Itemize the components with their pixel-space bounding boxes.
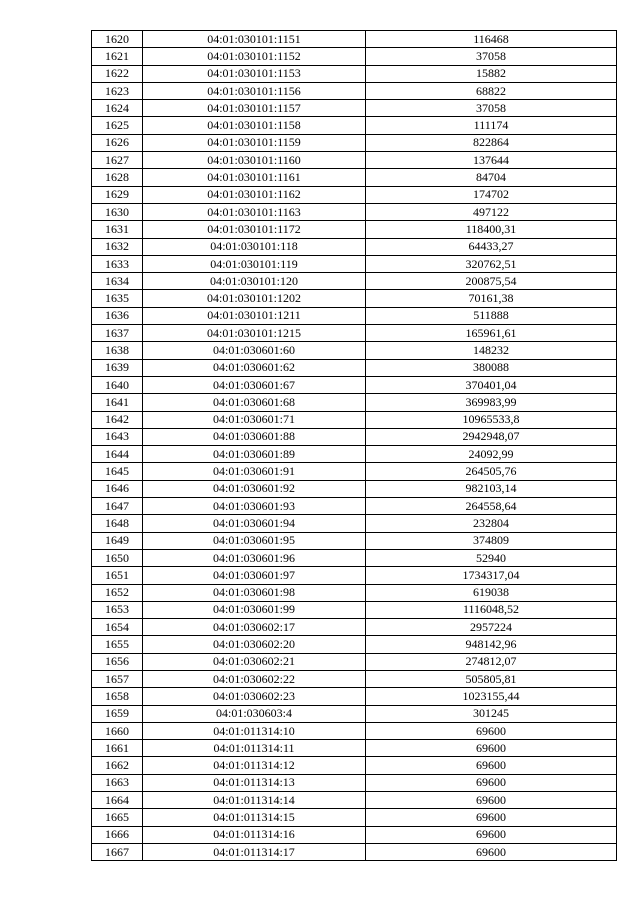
cadastral-number-cell: 04:01:030601:71 bbox=[143, 411, 366, 428]
cadastral-number-cell: 04:01:030601:95 bbox=[143, 532, 366, 549]
row-number-cell: 1662 bbox=[92, 757, 143, 774]
row-number-cell: 1628 bbox=[92, 169, 143, 186]
table-row bbox=[92, 394, 617, 411]
value-cell: 374809 bbox=[366, 532, 617, 549]
cadastral-number-cell: 04:01:030101:1151 bbox=[143, 31, 366, 48]
value-cell: 52940 bbox=[366, 549, 617, 566]
value-cell: 68822 bbox=[366, 82, 617, 99]
row-number-cell: 1620 bbox=[92, 31, 143, 48]
cadastral-number-cell: 04:01:030601:92 bbox=[143, 480, 366, 497]
value-cell: 2957224 bbox=[366, 619, 617, 636]
row-number-cell: 1663 bbox=[92, 774, 143, 791]
value-cell: 37058 bbox=[366, 48, 617, 65]
row-number-cell: 1637 bbox=[92, 325, 143, 342]
value-cell: 301245 bbox=[366, 705, 617, 722]
table-row bbox=[92, 169, 617, 186]
cadastral-number-cell: 04:01:030101:119 bbox=[143, 255, 366, 272]
row-number-cell: 1664 bbox=[92, 792, 143, 809]
row-number-cell: 1648 bbox=[92, 515, 143, 532]
cadastral-number-cell: 04:01:011314:16 bbox=[143, 826, 366, 843]
value-cell: 69600 bbox=[366, 826, 617, 843]
value-cell: 948142,96 bbox=[366, 636, 617, 653]
row-number-cell: 1635 bbox=[92, 290, 143, 307]
table-row bbox=[92, 498, 617, 515]
row-number-cell: 1633 bbox=[92, 255, 143, 272]
row-number-cell: 1636 bbox=[92, 307, 143, 324]
row-number-cell: 1659 bbox=[92, 705, 143, 722]
value-cell: 982103,14 bbox=[366, 480, 617, 497]
cadastral-number-cell: 04:01:030601:67 bbox=[143, 376, 366, 393]
cadastral-number-cell: 04:01:030101:1162 bbox=[143, 186, 366, 203]
table-row bbox=[92, 809, 617, 826]
value-cell: 511888 bbox=[366, 307, 617, 324]
value-cell: 165961,61 bbox=[366, 325, 617, 342]
table-row bbox=[92, 31, 617, 48]
table-row bbox=[92, 359, 617, 376]
cadastral-number-cell: 04:01:030101:1160 bbox=[143, 152, 366, 169]
row-number-cell: 1649 bbox=[92, 532, 143, 549]
row-number-cell: 1625 bbox=[92, 117, 143, 134]
table-row bbox=[92, 376, 617, 393]
cadastral-number-cell: 04:01:030601:88 bbox=[143, 428, 366, 445]
row-number-cell: 1627 bbox=[92, 152, 143, 169]
row-number-cell: 1623 bbox=[92, 82, 143, 99]
cadastral-number-cell: 04:01:030101:1172 bbox=[143, 221, 366, 238]
row-number-cell: 1642 bbox=[92, 411, 143, 428]
table-row bbox=[92, 117, 617, 134]
table-row bbox=[92, 325, 617, 342]
value-cell: 232804 bbox=[366, 515, 617, 532]
value-cell: 10965533,8 bbox=[366, 411, 617, 428]
row-number-cell: 1640 bbox=[92, 376, 143, 393]
cadastral-number-cell: 04:01:030603:4 bbox=[143, 705, 366, 722]
value-cell: 118400,31 bbox=[366, 221, 617, 238]
table-row bbox=[92, 843, 617, 860]
row-number-cell: 1643 bbox=[92, 428, 143, 445]
value-cell: 264505,76 bbox=[366, 463, 617, 480]
cadastral-number-cell: 04:01:011314:14 bbox=[143, 792, 366, 809]
table-row bbox=[92, 134, 617, 151]
cadastral-number-cell: 04:01:030601:91 bbox=[143, 463, 366, 480]
cadastral-number-cell: 04:01:030101:1215 bbox=[143, 325, 366, 342]
value-cell: 1734317,04 bbox=[366, 567, 617, 584]
value-cell: 497122 bbox=[366, 203, 617, 220]
row-number-cell: 1632 bbox=[92, 238, 143, 255]
value-cell: 2942948,07 bbox=[366, 428, 617, 445]
cadastral-number-cell: 04:01:011314:17 bbox=[143, 843, 366, 860]
table-row bbox=[92, 428, 617, 445]
table-row bbox=[92, 653, 617, 670]
table-row bbox=[92, 100, 617, 117]
table-row bbox=[92, 636, 617, 653]
value-cell: 505805,81 bbox=[366, 670, 617, 687]
cadastral-number-cell: 04:01:030101:118 bbox=[143, 238, 366, 255]
cadastral-number-cell: 04:01:030101:1211 bbox=[143, 307, 366, 324]
value-cell: 1023155,44 bbox=[366, 688, 617, 705]
cadastral-number-cell: 04:01:030602:17 bbox=[143, 619, 366, 636]
table-row bbox=[92, 722, 617, 739]
value-cell: 84704 bbox=[366, 169, 617, 186]
table-row bbox=[92, 238, 617, 255]
table-row bbox=[92, 532, 617, 549]
value-cell: 137644 bbox=[366, 152, 617, 169]
value-cell: 69600 bbox=[366, 774, 617, 791]
cadastral-number-cell: 04:01:011314:15 bbox=[143, 809, 366, 826]
table-row bbox=[92, 515, 617, 532]
value-cell: 200875,54 bbox=[366, 273, 617, 290]
table-row bbox=[92, 152, 617, 169]
cadastral-number-cell: 04:01:030101:1161 bbox=[143, 169, 366, 186]
table-row bbox=[92, 411, 617, 428]
value-cell: 264558,64 bbox=[366, 498, 617, 515]
row-number-cell: 1658 bbox=[92, 688, 143, 705]
cadastral-number-cell: 04:01:030601:98 bbox=[143, 584, 366, 601]
value-cell: 619038 bbox=[366, 584, 617, 601]
value-cell: 15882 bbox=[366, 65, 617, 82]
cadastral-number-cell: 04:01:030602:21 bbox=[143, 653, 366, 670]
cadastral-number-cell: 04:01:030602:20 bbox=[143, 636, 366, 653]
row-number-cell: 1631 bbox=[92, 221, 143, 238]
row-number-cell: 1665 bbox=[92, 809, 143, 826]
row-number-cell: 1666 bbox=[92, 826, 143, 843]
cadastral-number-cell: 04:01:011314:12 bbox=[143, 757, 366, 774]
row-number-cell: 1624 bbox=[92, 100, 143, 117]
row-number-cell: 1629 bbox=[92, 186, 143, 203]
value-cell: 116468 bbox=[366, 31, 617, 48]
table-row bbox=[92, 186, 617, 203]
table-row bbox=[92, 601, 617, 618]
table-row bbox=[92, 65, 617, 82]
table-row bbox=[92, 619, 617, 636]
table-row bbox=[92, 480, 617, 497]
cadastral-number-cell: 04:01:030101:1159 bbox=[143, 134, 366, 151]
table-row bbox=[92, 705, 617, 722]
table-row bbox=[92, 48, 617, 65]
value-cell: 1116048,52 bbox=[366, 601, 617, 618]
value-cell: 380088 bbox=[366, 359, 617, 376]
table-row bbox=[92, 670, 617, 687]
table-row bbox=[92, 273, 617, 290]
cadastral-number-cell: 04:01:030601:60 bbox=[143, 342, 366, 359]
value-cell: 822864 bbox=[366, 134, 617, 151]
row-number-cell: 1626 bbox=[92, 134, 143, 151]
row-number-cell: 1653 bbox=[92, 601, 143, 618]
cadastral-number-cell: 04:01:030101:1163 bbox=[143, 203, 366, 220]
row-number-cell: 1634 bbox=[92, 273, 143, 290]
cadastral-number-cell: 04:01:030601:97 bbox=[143, 567, 366, 584]
row-number-cell: 1656 bbox=[92, 653, 143, 670]
value-cell: 70161,38 bbox=[366, 290, 617, 307]
table-row bbox=[92, 757, 617, 774]
table-row bbox=[92, 774, 617, 791]
table-row bbox=[92, 307, 617, 324]
value-cell: 69600 bbox=[366, 843, 617, 860]
value-cell: 274812,07 bbox=[366, 653, 617, 670]
data-table bbox=[91, 30, 617, 861]
row-number-cell: 1661 bbox=[92, 740, 143, 757]
row-number-cell: 1651 bbox=[92, 567, 143, 584]
cadastral-number-cell: 04:01:030101:1158 bbox=[143, 117, 366, 134]
value-cell: 69600 bbox=[366, 757, 617, 774]
cadastral-number-cell: 04:01:030601:99 bbox=[143, 601, 366, 618]
value-cell: 370401,04 bbox=[366, 376, 617, 393]
row-number-cell: 1660 bbox=[92, 722, 143, 739]
value-cell: 148232 bbox=[366, 342, 617, 359]
table-row bbox=[92, 584, 617, 601]
table-row bbox=[92, 826, 617, 843]
table-row bbox=[92, 740, 617, 757]
cadastral-number-cell: 04:01:030101:1156 bbox=[143, 82, 366, 99]
cadastral-number-cell: 04:01:011314:10 bbox=[143, 722, 366, 739]
row-number-cell: 1630 bbox=[92, 203, 143, 220]
table-row bbox=[92, 463, 617, 480]
table-row bbox=[92, 549, 617, 566]
table-row bbox=[92, 342, 617, 359]
value-cell: 174702 bbox=[366, 186, 617, 203]
value-cell: 69600 bbox=[366, 740, 617, 757]
cadastral-number-cell: 04:01:030101:1202 bbox=[143, 290, 366, 307]
row-number-cell: 1657 bbox=[92, 670, 143, 687]
value-cell: 69600 bbox=[366, 792, 617, 809]
cadastral-number-cell: 04:01:030101:1157 bbox=[143, 100, 366, 117]
table-body bbox=[92, 31, 617, 861]
cadastral-number-cell: 04:01:011314:11 bbox=[143, 740, 366, 757]
value-cell: 69600 bbox=[366, 722, 617, 739]
row-number-cell: 1646 bbox=[92, 480, 143, 497]
table-row bbox=[92, 446, 617, 463]
table-row bbox=[92, 203, 617, 220]
row-number-cell: 1641 bbox=[92, 394, 143, 411]
cadastral-number-cell: 04:01:030601:96 bbox=[143, 549, 366, 566]
cadastral-number-cell: 04:01:030101:120 bbox=[143, 273, 366, 290]
cadastral-number-cell: 04:01:011314:13 bbox=[143, 774, 366, 791]
value-cell: 24092,99 bbox=[366, 446, 617, 463]
cadastral-number-cell: 04:01:030601:68 bbox=[143, 394, 366, 411]
table-row bbox=[92, 688, 617, 705]
table-row bbox=[92, 221, 617, 238]
cadastral-number-cell: 04:01:030601:94 bbox=[143, 515, 366, 532]
table-row bbox=[92, 255, 617, 272]
row-number-cell: 1652 bbox=[92, 584, 143, 601]
table-row bbox=[92, 567, 617, 584]
cadastral-number-cell: 04:01:030601:62 bbox=[143, 359, 366, 376]
cadastral-number-cell: 04:01:030601:89 bbox=[143, 446, 366, 463]
cadastral-number-cell: 04:01:030601:93 bbox=[143, 498, 366, 515]
value-cell: 369983,99 bbox=[366, 394, 617, 411]
cadastral-number-cell: 04:01:030602:22 bbox=[143, 670, 366, 687]
table-row bbox=[92, 82, 617, 99]
cadastral-number-cell: 04:01:030602:23 bbox=[143, 688, 366, 705]
table-row bbox=[92, 792, 617, 809]
row-number-cell: 1655 bbox=[92, 636, 143, 653]
cadastral-number-cell: 04:01:030101:1153 bbox=[143, 65, 366, 82]
table-row bbox=[92, 290, 617, 307]
row-number-cell: 1650 bbox=[92, 549, 143, 566]
row-number-cell: 1645 bbox=[92, 463, 143, 480]
value-cell: 69600 bbox=[366, 809, 617, 826]
row-number-cell: 1621 bbox=[92, 48, 143, 65]
value-cell: 37058 bbox=[366, 100, 617, 117]
row-number-cell: 1638 bbox=[92, 342, 143, 359]
value-cell: 320762,51 bbox=[366, 255, 617, 272]
row-number-cell: 1639 bbox=[92, 359, 143, 376]
row-number-cell: 1644 bbox=[92, 446, 143, 463]
row-number-cell: 1654 bbox=[92, 619, 143, 636]
row-number-cell: 1622 bbox=[92, 65, 143, 82]
row-number-cell: 1647 bbox=[92, 498, 143, 515]
cadastral-number-cell: 04:01:030101:1152 bbox=[143, 48, 366, 65]
value-cell: 111174 bbox=[366, 117, 617, 134]
row-number-cell: 1667 bbox=[92, 843, 143, 860]
value-cell: 64433,27 bbox=[366, 238, 617, 255]
